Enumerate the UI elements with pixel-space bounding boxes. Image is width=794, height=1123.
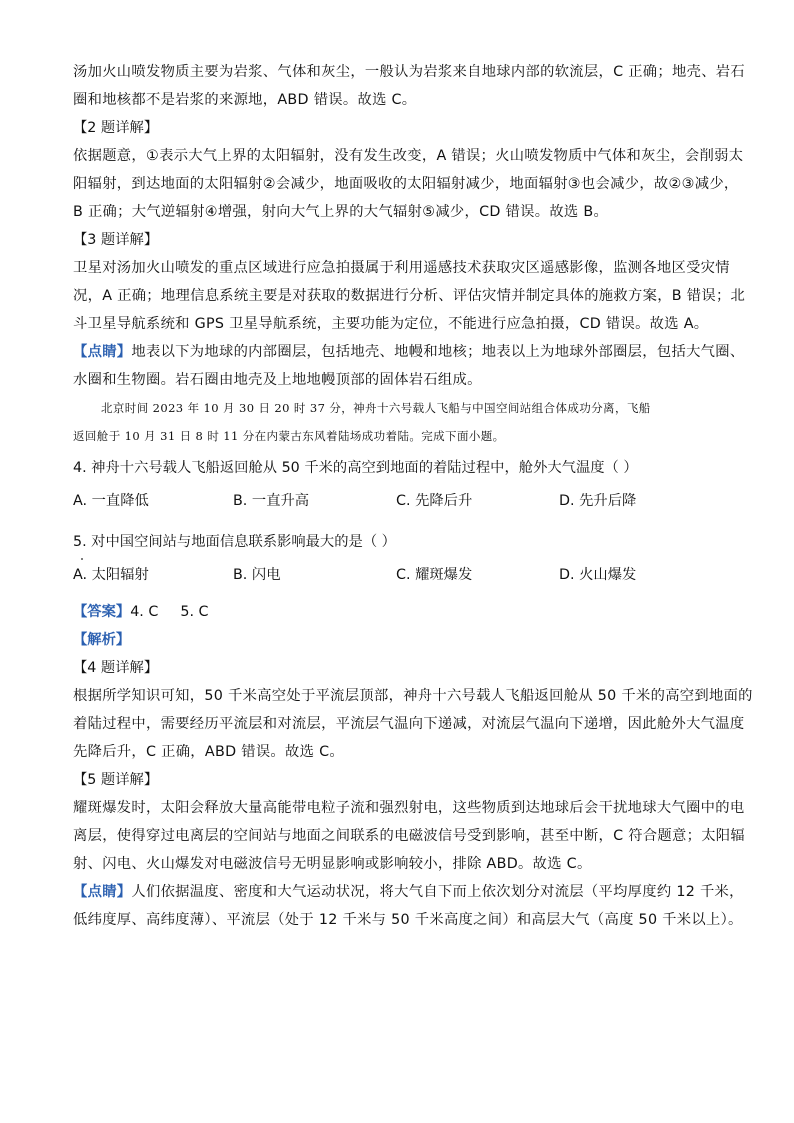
text-line: 北京时间 2023 年 10 月 30 日 20 时 37 分，神舟十六号载人飞船与中国空间站组合体成功分离，飞船 <box>101 401 651 415</box>
q2-detail-heading: 【2 题详解】 <box>73 120 159 136</box>
question-4-stem: 4. 神舟十六号载人飞船返回舱从 50 千米的高空到地面的着陆过程中，舱外大气温度（ ） <box>73 460 638 476</box>
text-line: 耀斑爆发时，太阳会释放大量高能带电粒子流和强烈射电，这些物质到达地球后会干扰地球大气圈中的电 <box>73 800 745 816</box>
analysis-row <box>73 626 723 654</box>
text-line: 着陆过程中，需要经历平流层和对流层，平流层气温向下递减，对流层气温向下递增，因此舱外大气温度 <box>73 716 745 732</box>
analysis-label: 【解析】 <box>73 632 131 648</box>
text-line: 射、闪电、火山爆发对电磁波信号无明显影响或影响较小，排除 ABD。故选 C。 <box>73 856 592 872</box>
text-line: 斗卫星导航系统和 GPS 卫星导航系统，主要功能为定位，不能进行应急拍摄，CD 错误。故选 A。 <box>73 316 709 332</box>
option-d: D. 火山爆发 <box>559 567 637 583</box>
text-line: 根据所学知识可知，50 千米高空处于平流层顶部，神舟十六号载人飞船返回舱从 50 千米的高空到地面的 <box>73 688 753 704</box>
text-line: 依据题意，①表示大气上界的太阳辐射，没有发生改变，A 错误；火山喷发物质中气体和灰尘，会削弱太 <box>73 148 744 164</box>
text-line: 水圈和生物圈。岩石圈由地壳及上地地幔顶部的固体岩石组成。 <box>73 372 482 388</box>
text-line: B 正确；大气逆辐射④增强，射向大气上界的大气辐射⑤减少，CD 错误。故选 B。 <box>73 204 609 220</box>
stray-dot-mark <box>81 558 83 560</box>
text-line <box>73 338 745 366</box>
document-page <box>73 58 753 934</box>
option-a: A. 太阳辐射 <box>73 567 149 583</box>
question-4-options <box>73 482 723 524</box>
tip-label: 【点睛】 <box>73 884 132 900</box>
question-5-options <box>73 556 723 598</box>
paragraph-tip-1 <box>73 338 745 394</box>
tip-label: 【点睛】 <box>73 344 132 360</box>
text-line: 圈和地核都不是岩浆的来源地，ABD 错误。故选 C。 <box>73 92 417 108</box>
option-b: B. 一直升高 <box>233 493 310 509</box>
text-line: 汤加火山喷发物质主要为岩浆、气体和灰尘，一般认为岩浆来自地球内部的软流层，C 正确；地壳、岩石 <box>73 64 745 80</box>
tip-text: 地表以下为地球的内部圈层，包括地壳、地幔和地核；地表以上为地球外部圈层，包括大气圈、 <box>131 344 745 360</box>
q4-detail-heading: 【4 题详解】 <box>73 660 159 676</box>
text-line: 离层，使得穿过电离层的空间站与地面之间联系的电磁波信号受到影响，甚至中断，C 符合题意；太阳辐 <box>73 828 745 844</box>
paragraph-q2-detail <box>73 142 744 226</box>
text-line: 况，A 正确；地理信息系统主要是对获取的数据进行分析、评估灾情并制定具体的施救方案，B 错误；北 <box>73 288 746 304</box>
option-c: C. 耀斑爆发 <box>396 567 473 583</box>
answer-5: 5. C <box>180 604 209 620</box>
paragraph-tip-2 <box>73 878 744 934</box>
q3-detail-heading: 【3 题详解】 <box>73 232 159 248</box>
answer-label: 【答案】 <box>73 604 131 620</box>
question-5-stem: 5. 对中国空间站与地面信息联系影响最大的是（ ） <box>73 534 396 550</box>
paragraph-q5-detail <box>73 794 745 878</box>
option-a: A. 一直降低 <box>73 493 149 509</box>
text-line: 先降后升，C 正确，ABD 错误。故选 C。 <box>73 744 344 760</box>
question-intro <box>73 394 723 450</box>
tip-text: 人们依据温度、密度和大气运动状况，将大气自下而上依次划分对流层（平均厚度约 12 千米， <box>131 884 744 900</box>
text-line: 低纬度厚、高纬度薄）、平流层（处于 12 千米与 50 千米高度之间）和高层大气（高度 50 千米以上）。 <box>73 912 743 928</box>
text-line <box>73 878 744 906</box>
paragraph-q3-detail <box>73 254 746 338</box>
option-d: D. 先升后降 <box>559 493 637 509</box>
option-c: C. 先降后升 <box>396 493 473 509</box>
answer-4: 4. C <box>130 604 159 620</box>
paragraph-q1-conclusion <box>73 58 745 114</box>
text-line: 卫星对汤加火山喷发的重点区域进行应急拍摄属于利用遥感技术获取灾区遥感影像，监测各地区受灾情 <box>73 260 730 276</box>
q5-detail-heading: 【5 题详解】 <box>73 772 159 788</box>
text-line: 阳辐射，到达地面的太阳辐射②会减少，地面吸收的太阳辐射减少，地面辐射③也会减少，故②③减少， <box>73 176 739 192</box>
text-line: 返回舱于 10 月 31 日 8 时 11 分在内蒙古东风着陆场成功着陆。完成下面小题。 <box>73 429 505 443</box>
option-b: B. 闪电 <box>233 567 281 583</box>
answer-row <box>73 598 723 626</box>
paragraph-q4-detail <box>73 682 753 766</box>
